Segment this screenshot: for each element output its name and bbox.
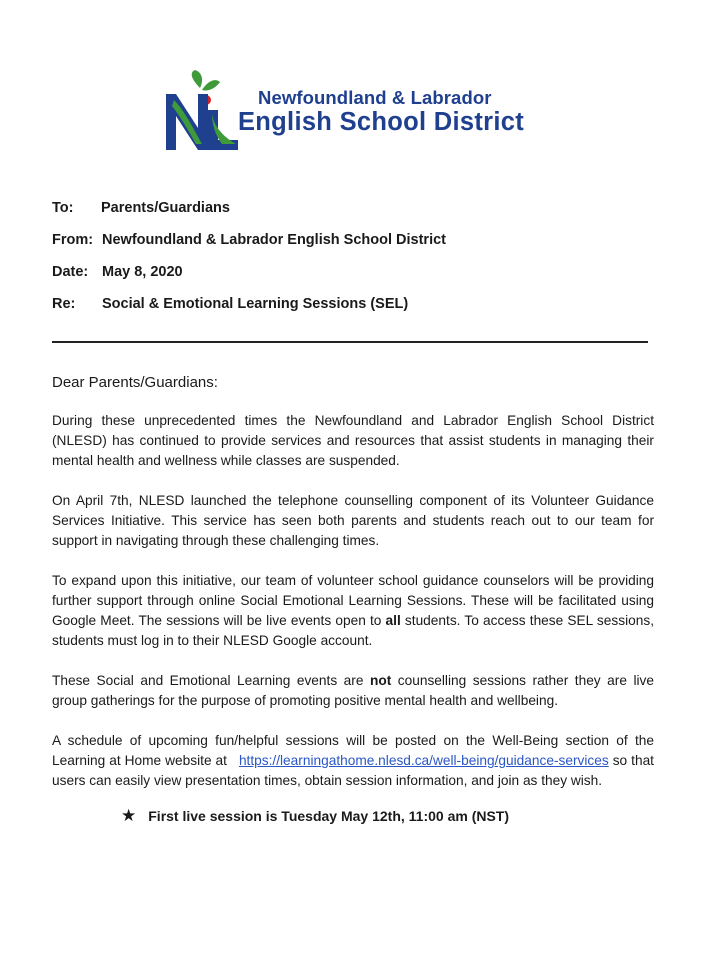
date-value: May 8, 2020	[102, 264, 183, 280]
header-divider	[52, 341, 648, 343]
paragraph-5-text-a: A schedule of upcoming fun/helpful sessions will be posted on the Well-Being section of the Learning at Home website at	[52, 733, 658, 768]
paragraph-3	[52, 571, 654, 651]
paragraph-4-text-b: counselling sessions rather they are live group gatherings for the purpose of promoting positive mental health and wellbeing.	[52, 673, 654, 708]
memo-re-row	[52, 296, 672, 328]
salutation: Dear Parents/Guardians:	[52, 374, 218, 391]
memo-header	[52, 200, 672, 328]
re-label: Re:	[52, 296, 76, 312]
paragraph-5-text-b: so that users can easily view presentation times, obtain session information, and join as they wish.	[52, 753, 658, 788]
re-value: Social & Emotional Learning Sessions (SEL)	[102, 296, 409, 312]
paragraph-3-text-a: To expand upon this initiative, our team of volunteer school guidance counselors will be providing further support through online Social Emotional Learning Sessions. These will be facilitated using Google Meet. The sessions will be live events open to	[52, 573, 654, 628]
paragraph-2: On April 7th, NLESD launched the telephone counselling component of its Volunteer Guidance Services Initiative. This service has seen both parents and students reach out to our team for support in navigating through these challenging times.	[52, 493, 654, 548]
paragraph-3-bold: all	[385, 613, 401, 628]
memo-date-row	[52, 264, 672, 296]
star-icon: ★	[121, 806, 137, 825]
from-label: From:	[52, 232, 94, 248]
nlesd-logo	[162, 70, 552, 152]
guidance-services-link[interactable]: https://learningathome.nlesd.ca/well-being/guidance-services	[238, 753, 609, 768]
first-session-notice	[121, 806, 509, 826]
logo-line-2: English School District	[238, 108, 525, 136]
first-session-text: First live session is Tuesday May 12th, 11:00 am (NST)	[148, 808, 510, 824]
paragraph-4-bold: not	[369, 673, 392, 688]
to-label: To:	[52, 200, 74, 216]
paragraph-5	[52, 731, 658, 791]
date-label: Date:	[52, 264, 89, 280]
paragraph-3-text-b: students. To access these SEL sessions, students must log in to their NLESD Google account.	[52, 613, 654, 648]
memo-from-row	[52, 232, 672, 264]
paragraph-1: During these unprecedented times the Newfoundland and Labrador English School District (NLESD) has continued to provide services and resources that assist students in managing their mental health and wellness while classes are suspended.	[52, 413, 654, 468]
logo-line-1: Newfoundland & Labrador	[258, 87, 492, 108]
paragraph-4-text-a: These Social and Emotional Learning events are	[52, 673, 370, 688]
memo-to-row	[52, 200, 672, 232]
paragraph-4	[52, 671, 654, 711]
to-value: Parents/Guardians	[101, 200, 230, 216]
letter-body	[52, 373, 658, 811]
from-value: Newfoundland & Labrador English School District	[102, 232, 446, 248]
